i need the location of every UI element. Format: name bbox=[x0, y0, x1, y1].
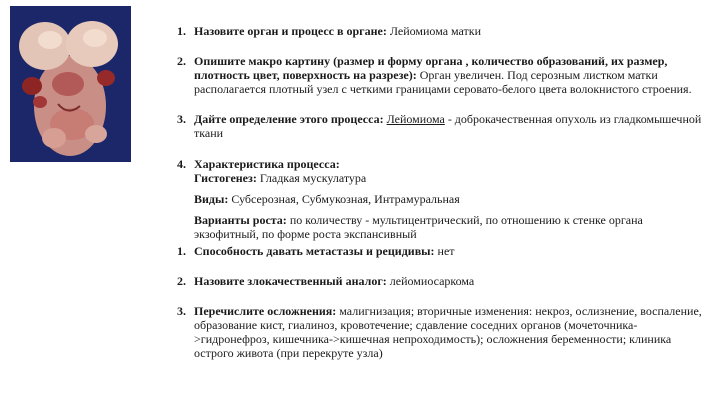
histogenesis-label: Гистогенез: bbox=[194, 171, 257, 185]
question-number: 4. bbox=[177, 157, 186, 171]
question-1 bbox=[177, 24, 707, 38]
question-number: 2. bbox=[177, 274, 186, 288]
answer-text: Орган увеличен. Под серозным листком матки располагается плотный узел с четкими границами серовато-белого цвета волокнистого строения. bbox=[194, 68, 692, 96]
question-number: 3. bbox=[177, 304, 186, 318]
question-number: 1. bbox=[177, 244, 186, 258]
histogenesis-value: Гладкая мускулатура bbox=[259, 171, 367, 185]
specimen-photo bbox=[10, 6, 131, 162]
answer-text: нет bbox=[437, 244, 455, 258]
question-text: Способность давать метастазы и рецидивы: bbox=[194, 244, 435, 258]
question-text: Дайте определение этого процесса: bbox=[194, 112, 384, 126]
uterus-specimen-image bbox=[10, 6, 131, 162]
answer-text: лейомиосаркома bbox=[389, 274, 475, 288]
growth-label: Варианты роста: bbox=[194, 213, 287, 227]
histogenesis-row bbox=[177, 171, 707, 185]
question-4 bbox=[177, 157, 707, 171]
types-label: Виды: bbox=[194, 192, 229, 206]
answer-text: малигнизация; вторичные изменения: некроз, ослизнение, воспаление, образование кист, гиалиноз, кровотечение; сдавление соседних органов (мочеточника->гидронефроз, кишечника->кишечная непроходимость); осложнения беременности; клиника острого живота (при перекруте узла) bbox=[194, 304, 702, 360]
growth-row bbox=[177, 213, 707, 241]
answer-term: Лейомиома bbox=[386, 112, 445, 126]
question-text: Опишите макро картину (размер и форму органа , количество образований, их размер, плотность цвет, поверхность на разрезе): bbox=[194, 54, 668, 82]
types-value: Субсерозная, Субмукозная, Интрамуральная bbox=[231, 192, 460, 206]
answer-text: - доброкачественная опухоль из гладкомышечной ткани bbox=[194, 112, 702, 140]
growth-value: по количеству - мультицентрический, по отношению к стенке органа экзофитный, по форме роста экспансивный bbox=[194, 213, 643, 241]
question-text: Перечислите осложнения: bbox=[194, 304, 337, 318]
question-text: Характеристика процесса: bbox=[194, 157, 340, 171]
question-number: 1. bbox=[177, 24, 186, 38]
question-5 bbox=[177, 244, 707, 258]
question-text: Назовите злокачественный аналог: bbox=[194, 274, 387, 288]
question-3 bbox=[177, 112, 707, 140]
question-6 bbox=[177, 274, 707, 288]
question-7 bbox=[177, 304, 707, 360]
question-text: Назовите орган и процесс в органе: bbox=[194, 24, 387, 38]
answer-text: Лейомиома матки bbox=[389, 24, 482, 38]
question-2 bbox=[177, 54, 707, 96]
question-number: 3. bbox=[177, 112, 186, 126]
question-list bbox=[177, 24, 707, 360]
types-row bbox=[177, 192, 707, 206]
question-number: 2. bbox=[177, 54, 186, 68]
